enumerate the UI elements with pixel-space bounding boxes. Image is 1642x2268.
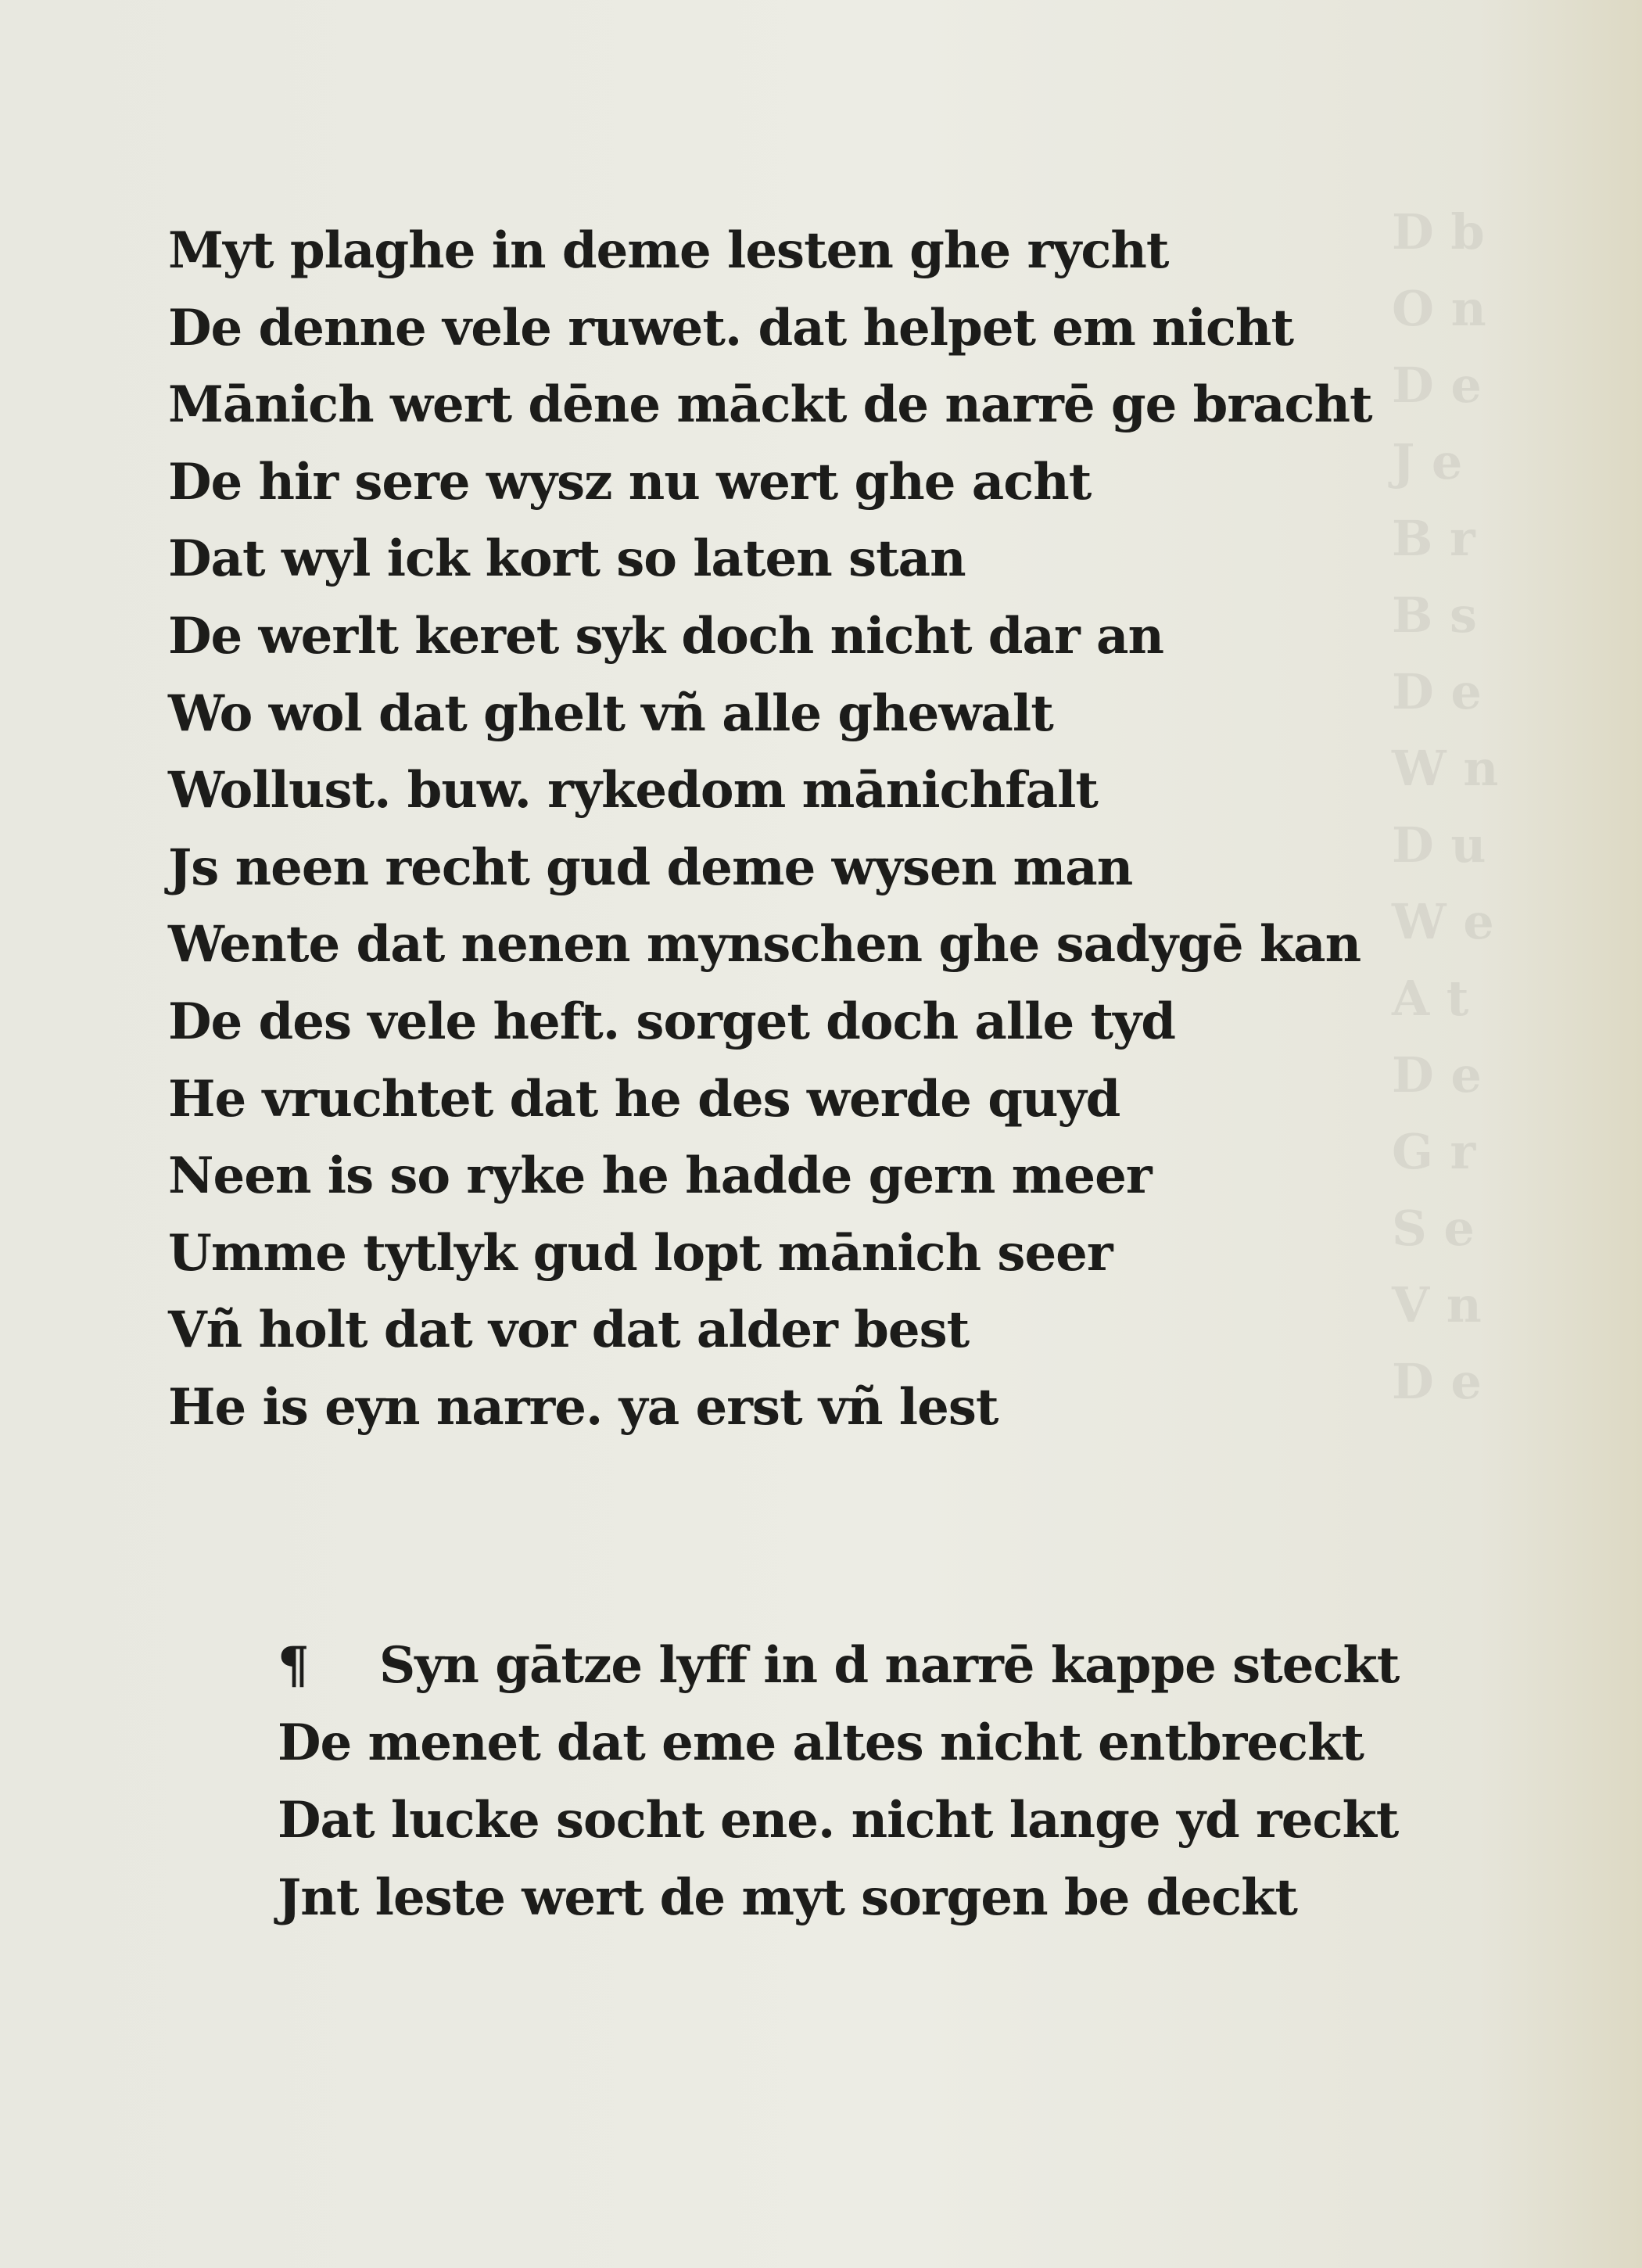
verse-line: He is eyn narre. ya erst vñ lest	[168, 1377, 998, 1437]
verse-line: Myt plaghe in deme lesten ghe rycht	[168, 221, 1169, 280]
bleed-through-text: D b O n D e J e B r B s D e W n D u W e A t D e G r S e V n D e	[1392, 203, 1499, 1410]
motto-line: Dat lucke socht ene. nicht lange yd reckt	[278, 1791, 1399, 1850]
main-verse	[168, 213, 1544, 1447]
verse-line: Umme tytlyk gud lopt mānich seer	[168, 1223, 1113, 1283]
verse-line: De hir sere wysz nu wert ghe acht	[168, 452, 1092, 511]
motto-line: Jnt leste wert de myt sorgen be deckt	[278, 1868, 1297, 1927]
verse-line: Wente dat nenen mynschen ghe sadygē kan	[168, 915, 1361, 974]
motto-verse	[278, 1627, 1560, 1936]
verse-line: Wo wol dat ghelt vñ alle ghewalt	[168, 684, 1053, 743]
pilcrow-mark: ¶	[278, 1636, 309, 1695]
motto-line	[278, 1627, 1560, 1704]
verse-line: Mānich wert dēne māckt de narrē ge bracht	[168, 375, 1372, 435]
verse-line: De denne vele ruwet. dat helpet em nicht	[168, 298, 1293, 357]
verse-line: Wollust. buw. rykedom mānichfalt	[168, 761, 1098, 820]
verse-line: De werlt keret syk doch nicht dar an	[168, 606, 1163, 666]
motto-line-text: Syn gātze lyff in d narrē kappe steckt	[379, 1636, 1400, 1695]
verse-line: Vñ holt dat vor dat alder best	[168, 1301, 970, 1360]
verse-line: Js neen recht gud deme wysen man	[168, 838, 1133, 897]
motto-line: De menet dat eme altes nicht entbreckt	[278, 1714, 1364, 1772]
verse-line: Dat wyl ick kort so laten stan	[168, 529, 966, 589]
verse-line: He vruchtet dat he des werde quyd	[168, 1069, 1120, 1129]
verse-line: De des vele heft. sorget doch alle tyd	[168, 992, 1175, 1051]
verse-line: Neen is so ryke he hadde gern meer	[168, 1147, 1152, 1206]
